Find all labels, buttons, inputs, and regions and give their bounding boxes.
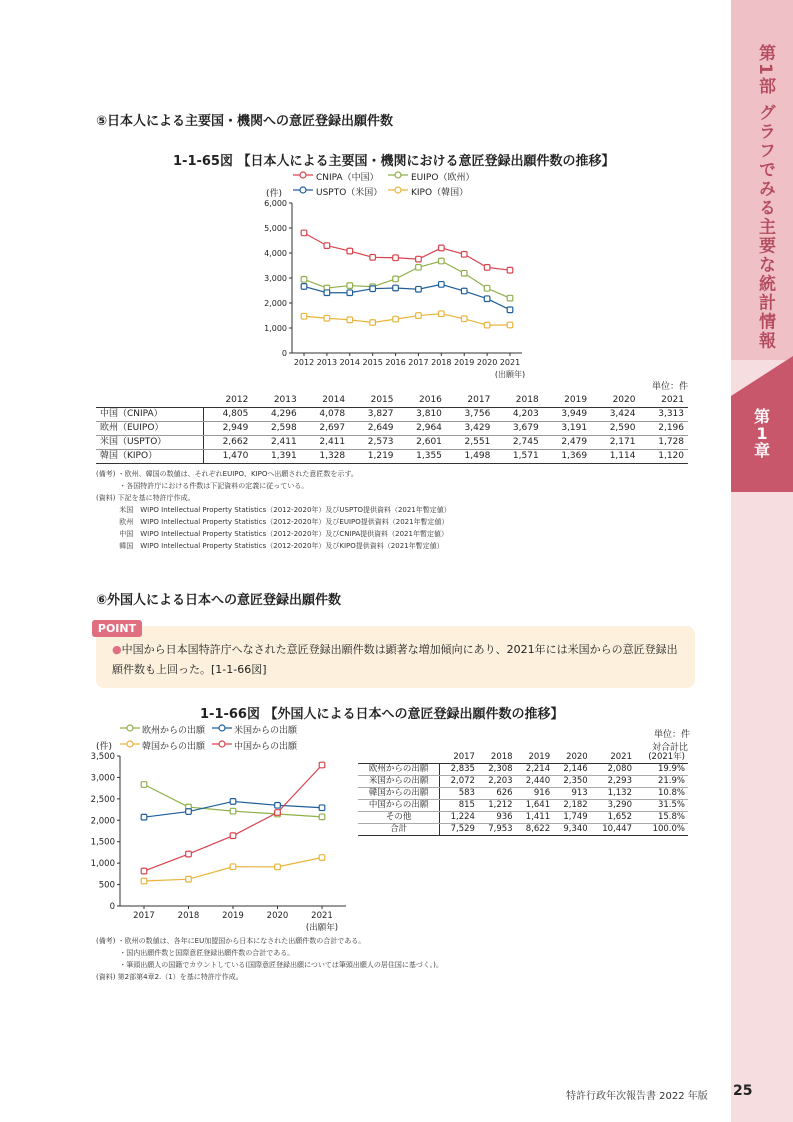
x-tick-label: 2018 [177, 911, 200, 921]
series-point-2 [507, 307, 513, 313]
legend-eu: 欧州からの出願 [142, 726, 206, 736]
y-tick-label: 2,000 [90, 816, 115, 827]
table2-unit: 単位：件 [654, 730, 691, 740]
series-line-3 [304, 314, 510, 325]
t1-cell: 3,429 [446, 422, 494, 436]
y-tick-label: 1,000 [264, 324, 287, 333]
t2-cell: 2,080 [591, 764, 635, 776]
series-point-3 [416, 313, 422, 319]
series-point-0 [301, 230, 307, 236]
series-point-2 [324, 290, 330, 296]
legend-eu-marker [120, 723, 140, 733]
series-point-0 [507, 267, 513, 273]
series-point-2 [319, 855, 325, 861]
t1-cell: 2,598 [252, 422, 300, 436]
y-tick-label: 4,000 [264, 249, 287, 258]
series-point-2 [484, 296, 490, 302]
t1-cell: 2,649 [349, 422, 397, 436]
t1-cell: 2,662 [203, 436, 252, 450]
t2-row-label: 米国からの出願 [358, 776, 440, 788]
part-label: 第1部 グラフでみる主要な統計情報 [755, 44, 775, 351]
t1-year: 2014 [301, 394, 349, 408]
series-point-1 [439, 258, 445, 264]
t1-row-label: 欧州（EUIPO） [96, 422, 203, 436]
series-line-0 [304, 233, 510, 270]
series-point-3 [393, 316, 399, 322]
t2-cell: 936 [478, 812, 516, 824]
series-point-3 [301, 313, 307, 319]
legend-kr: 韓国からの出願 [142, 742, 206, 752]
legend-cn-marker [212, 739, 232, 749]
chapter-label-2: 1 [756, 424, 768, 443]
x-tick-label: 2015 [362, 358, 383, 367]
t1-row-label: 中国（CNIPA） [96, 408, 203, 422]
series-point-2 [186, 876, 192, 882]
t2-cell: 815 [440, 800, 478, 812]
x-tick-label: 2018 [431, 358, 452, 367]
legend-euipo: EUIPO（欧州） [411, 173, 475, 183]
side-triangle [731, 356, 793, 398]
t1-cell: 1,328 [301, 450, 349, 464]
x-tick-label: 2013 [316, 358, 338, 367]
t1-cell: 4,078 [301, 408, 349, 422]
t1-cell: 4,805 [203, 408, 252, 422]
series-point-3 [461, 316, 467, 322]
note-line: (資料) 下記を基に特許庁作成。 [96, 494, 195, 502]
t2-cell: 2,293 [591, 776, 635, 788]
t2-row [358, 764, 688, 776]
table1-unit: 単位：件 [652, 382, 689, 392]
y-tick-label: 5,000 [264, 224, 287, 233]
x-tick-label: 2020 [476, 358, 498, 367]
series-point-3 [324, 315, 330, 321]
series-point-1 [507, 295, 513, 301]
legend-euipo-marker [388, 170, 408, 180]
t1-row-label: 米国（USPTO） [96, 436, 203, 450]
series-point-1 [141, 814, 147, 820]
note-line: (備考) ・欧州、韓国の数値は、それぞれEUIPO、KIPOへ出願された意匠数を示す。 [96, 470, 358, 478]
note-line: (備考) ・欧州の数値は、各年にEU加盟国から日本になされた出願件数の合計である。 [96, 937, 366, 945]
legend-kipo: KIPO（韓国） [411, 188, 469, 198]
t2-cell: 2,072 [440, 776, 478, 788]
figure-65-title: 1-1-65図 【日本人による主要国・機関における意匠登録出願件数の推移】 [173, 154, 615, 169]
t2-row [358, 800, 688, 812]
t2-share-cell: 31.5% [635, 800, 688, 812]
t1-year: 2013 [252, 394, 300, 408]
x-tick-label: 2020 [266, 911, 289, 921]
t2-year: 2018 [478, 752, 516, 764]
t2-row [358, 788, 688, 800]
table-66-header [358, 752, 688, 764]
t2-cell: 913 [553, 788, 591, 800]
y-tick-label: 0 [281, 349, 287, 358]
t1-row [96, 408, 688, 422]
t1-cell: 1,571 [494, 450, 542, 464]
t1-cell: 3,679 [494, 422, 542, 436]
share-header-1: 対合計比 [652, 743, 689, 753]
x-tick-label: 2019 [454, 358, 475, 367]
legend-uspto-marker [293, 185, 313, 195]
t2-cell: 2,350 [553, 776, 591, 788]
x-tick-label: 2016 [385, 358, 406, 367]
table-65-header [96, 394, 688, 408]
series-point-0 [370, 255, 376, 261]
series-line-2 [304, 284, 510, 309]
t1-year: 2020 [591, 394, 639, 408]
note-line: 欧州 WIPO Intellectual Property Statistics（2012-2020年）及びEUIPO提供資料（2021年暫定値） [96, 518, 449, 526]
t2-row-label: 中国からの出願 [358, 800, 440, 812]
x-tick-label: 2019 [222, 911, 244, 921]
t1-year: 2012 [203, 394, 252, 408]
t2-cell: 2,203 [478, 776, 516, 788]
t1-cell: 2,949 [203, 422, 252, 436]
series-line-3 [144, 765, 322, 871]
note-line: ・筆頭出願人の国籍でカウントしている(国際意匠登録出願については筆頭出願人の居住国に基づく。)。 [96, 961, 443, 969]
series-point-1 [230, 799, 236, 805]
t2-row-label: その他 [358, 812, 440, 824]
t2-cell: 1,411 [516, 812, 554, 824]
point-text-body: 中国から日本国特許庁へなされた意匠登録出願件数は顕著な増加傾向にあり、2021年には米国からの意匠登録出願件数も上回った。[1-1-66図] [112, 643, 678, 676]
x-axis-suffix: (出願年) [305, 923, 339, 933]
point-bullet: ● [112, 643, 122, 656]
chart2-unit: (件) [96, 742, 113, 752]
t1-row-label: 韓国（KIPO） [96, 450, 203, 464]
t1-cell: 4,296 [252, 408, 300, 422]
t1-cell: 1,391 [252, 450, 300, 464]
t2-share-header: (2021年) [635, 752, 688, 764]
t1-cell: 1,355 [398, 450, 446, 464]
t2-cell: 1,641 [516, 800, 554, 812]
series-point-1 [393, 276, 399, 282]
table-65 [96, 394, 688, 464]
series-point-3 [507, 322, 513, 328]
t1-year: 2017 [446, 394, 494, 408]
series-point-1 [347, 283, 353, 289]
t2-cell: 2,146 [553, 764, 591, 776]
table-66 [358, 752, 688, 836]
t2-cell: 7,953 [478, 824, 516, 836]
chapter-label-1: 第 [753, 407, 770, 426]
section5-notes [96, 468, 451, 552]
series-point-1 [461, 270, 467, 276]
series-point-1 [416, 264, 422, 270]
t2-cell: 8,622 [516, 824, 554, 836]
t2-cell: 1,132 [591, 788, 635, 800]
t1-cell: 1,369 [543, 450, 591, 464]
note-line: 米国 WIPO Intellectual Property Statistics（2012-2020年）及びUSPTO提供資料（2021年暫定値） [96, 506, 451, 514]
t1-cell: 2,590 [591, 422, 639, 436]
t2-row-label: 合計 [358, 824, 440, 836]
y-tick-label: 3,500 [90, 752, 115, 762]
chart1-plot [250, 196, 540, 378]
series-point-1 [186, 809, 192, 815]
t2-year: 2019 [516, 752, 554, 764]
series-point-2 [230, 864, 236, 870]
t2-cell: 1,749 [553, 812, 591, 824]
t1-year: 2015 [349, 394, 397, 408]
chapter-label[interactable] [731, 408, 793, 459]
t1-cell: 2,411 [301, 436, 349, 450]
y-tick-label: 500 [98, 880, 115, 891]
section6-heading: ⑥外国人による日本への意匠登録出願件数 [96, 593, 342, 608]
series-point-1 [319, 805, 325, 811]
t2-year: 2021 [591, 752, 635, 764]
series-point-0 [416, 256, 422, 262]
t1-cell: 2,551 [446, 436, 494, 450]
t2-row [358, 812, 688, 824]
t1-cell: 3,827 [349, 408, 397, 422]
t2-cell: 2,182 [553, 800, 591, 812]
series-point-0 [484, 265, 490, 271]
y-tick-label: 1,000 [90, 859, 115, 870]
series-point-2 [141, 878, 147, 884]
t1-cell: 2,573 [349, 436, 397, 450]
x-tick-label: 2012 [293, 358, 315, 367]
series-point-3 [439, 311, 445, 317]
legend-kr-marker [120, 739, 140, 749]
y-tick-label: 3,000 [264, 274, 287, 283]
series-point-2 [439, 282, 445, 288]
series-point-0 [319, 814, 325, 820]
legend-cnipa-marker [293, 170, 313, 180]
series-point-2 [370, 286, 376, 292]
series-point-3 [275, 810, 281, 816]
y-tick-label: 6,000 [264, 199, 287, 208]
footer-text: 特許行政年次報告書 2022 年版 [566, 1091, 708, 1102]
table-66-corner [358, 752, 440, 764]
t2-cell: 2,214 [516, 764, 554, 776]
series-point-0 [347, 248, 353, 254]
series-point-2 [416, 286, 422, 292]
t2-year: 2020 [553, 752, 591, 764]
t1-row [96, 450, 688, 464]
t1-cell: 2,745 [494, 436, 542, 450]
t1-cell: 3,191 [543, 422, 591, 436]
point-text [112, 640, 687, 680]
t2-cell: 626 [478, 788, 516, 800]
t2-cell: 2,308 [478, 764, 516, 776]
chart2-plot [86, 750, 356, 935]
series-point-0 [230, 808, 236, 814]
series-point-0 [461, 251, 467, 257]
t2-share-cell: 19.9% [635, 764, 688, 776]
t1-cell: 3,313 [639, 408, 688, 422]
t1-cell: 3,424 [591, 408, 639, 422]
t1-row [96, 422, 688, 436]
page-number: 25 [733, 1083, 753, 1099]
y-tick-label: 0 [109, 902, 115, 912]
t1-cell: 1,728 [639, 436, 688, 450]
series-point-3 [230, 833, 236, 839]
note-line: ・国内出願件数と国際意匠登録出願件数の合計である。 [96, 949, 295, 957]
section6-notes [96, 935, 443, 983]
series-point-0 [393, 255, 399, 261]
t2-cell: 10,447 [591, 824, 635, 836]
note-line: 韓国 WIPO Intellectual Property Statistics（2012-2020年）及びKIPO提供資料（2021年暫定値） [96, 542, 444, 550]
t1-cell: 4,203 [494, 408, 542, 422]
t1-year: 2016 [398, 394, 446, 408]
legend-us: 米国からの出願 [234, 726, 298, 736]
point-badge: POINT [92, 620, 142, 637]
t1-year: 2021 [639, 394, 688, 408]
t2-share-cell: 21.9% [635, 776, 688, 788]
y-tick-label: 3,000 [90, 773, 115, 784]
t1-cell: 2,479 [543, 436, 591, 450]
series-point-3 [141, 868, 147, 874]
t1-year: 2019 [543, 394, 591, 408]
series-point-2 [347, 290, 353, 296]
y-tick-label: 2,500 [90, 794, 115, 805]
legend-cn: 中国からの出願 [234, 742, 298, 752]
t2-share-cell: 15.8% [635, 812, 688, 824]
series-point-0 [439, 245, 445, 251]
t1-cell: 1,120 [639, 450, 688, 464]
note-line: (資料) 第2部第4章2.（1）を基に特許庁作成。 [96, 973, 243, 981]
series-point-3 [186, 851, 192, 857]
t2-year: 2017 [440, 752, 478, 764]
series-point-3 [370, 320, 376, 326]
t1-cell: 1,470 [203, 450, 252, 464]
t1-cell: 3,756 [446, 408, 494, 422]
x-tick-label: 2021 [499, 358, 521, 367]
t2-cell: 7,529 [440, 824, 478, 836]
t1-cell: 2,171 [591, 436, 639, 450]
series-point-0 [141, 782, 147, 788]
t2-cell: 2,440 [516, 776, 554, 788]
series-point-1 [301, 276, 307, 282]
legend-uspto: USPTO（米国） [316, 188, 383, 198]
chapter-label-3: 章 [753, 441, 770, 460]
t1-cell: 3,810 [398, 408, 446, 422]
t1-cell: 3,949 [543, 408, 591, 422]
legend-kipo-marker [388, 185, 408, 195]
table-65-corner [96, 394, 203, 408]
y-tick-label: 1,500 [90, 837, 115, 848]
t1-cell: 2,196 [639, 422, 688, 436]
series-point-2 [461, 288, 467, 294]
t2-row [358, 776, 688, 788]
t1-cell: 1,114 [591, 450, 639, 464]
x-tick-label: 2017 [133, 911, 155, 921]
t2-cell: 9,340 [553, 824, 591, 836]
series-point-3 [484, 322, 490, 328]
series-point-0 [324, 243, 330, 249]
t1-row [96, 436, 688, 450]
x-tick-label: 2017 [408, 358, 429, 367]
series-point-1 [275, 802, 281, 808]
note-line: ・各国特許庁における件数は下記資料の定義に従っている。 [96, 482, 309, 490]
t2-cell: 583 [440, 788, 478, 800]
series-point-2 [393, 285, 399, 291]
t2-cell: 3,290 [591, 800, 635, 812]
t2-cell: 1,652 [591, 812, 635, 824]
x-axis-suffix: (出願年) [494, 370, 526, 378]
legend-us-marker [212, 723, 232, 733]
t1-cell: 1,498 [446, 450, 494, 464]
y-tick-label: 2,000 [264, 299, 287, 308]
series-point-1 [484, 285, 490, 291]
t1-year: 2018 [494, 394, 542, 408]
t2-share-cell: 10.8% [635, 788, 688, 800]
figure-66-title: 1-1-66図 【外国人による日本への意匠登録出願件数の推移】 [200, 707, 564, 722]
x-tick-label: 2021 [311, 911, 333, 921]
t2-row-label: 欧州からの出願 [358, 764, 440, 776]
x-tick-label: 2014 [339, 358, 360, 367]
t2-cell: 1,224 [440, 812, 478, 824]
t2-row [358, 824, 688, 836]
t1-cell: 2,697 [301, 422, 349, 436]
t2-cell: 916 [516, 788, 554, 800]
t1-cell: 2,601 [398, 436, 446, 450]
t2-share-cell: 100.0% [635, 824, 688, 836]
series-point-2 [301, 284, 307, 290]
t1-cell: 2,964 [398, 422, 446, 436]
t2-cell: 1,212 [478, 800, 516, 812]
chart1-unit: (件) [266, 189, 283, 199]
t1-cell: 1,219 [349, 450, 397, 464]
note-line: 中国 WIPO Intellectual Property Statistics（2012-2020年）及びCNIPA提供資料（2021年暫定値） [96, 530, 448, 538]
legend-cnipa: CNIPA（中国） [316, 173, 379, 183]
section5-heading: ⑤日本人による主要国・機関への意匠登録出願件数 [96, 114, 394, 129]
t2-cell: 2,835 [440, 764, 478, 776]
t2-row-label: 韓国からの出願 [358, 788, 440, 800]
series-point-3 [319, 762, 325, 768]
series-point-2 [275, 864, 281, 870]
t1-cell: 2,411 [252, 436, 300, 450]
series-point-3 [347, 317, 353, 323]
